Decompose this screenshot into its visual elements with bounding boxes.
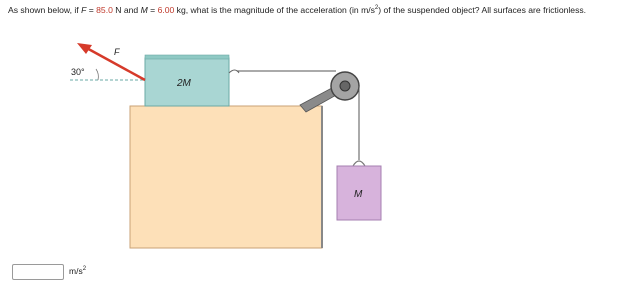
angle-label: 30° — [71, 67, 85, 77]
answer-input[interactable] — [12, 264, 64, 280]
answer-unit — [69, 266, 86, 276]
m-value: 6.00 — [157, 5, 175, 15]
unit-exponent: 2 — [82, 266, 87, 273]
hanging-block-label: M — [354, 189, 363, 200]
q-exponent: 2 — [374, 5, 379, 12]
q-eq1: = — [86, 5, 97, 15]
hanging-hook — [353, 161, 365, 166]
f-symbol: F — [81, 5, 87, 15]
table — [130, 106, 322, 248]
q-part4: ) of the suspended object? All surfaces are frictionless. — [378, 5, 587, 15]
angle-arc — [96, 69, 98, 80]
block-2m-label: 2M — [177, 78, 191, 89]
q-part3: kg, what is the magnitude of the acceleration (in m/s — [174, 5, 375, 15]
force-label: F — [114, 47, 120, 57]
f-value: 85.0 — [96, 5, 113, 15]
pulley-hub — [340, 81, 350, 91]
q-part1: As shown below, if — [8, 5, 82, 15]
m-symbol: M — [140, 5, 148, 15]
block-2m-top — [145, 55, 229, 59]
unit-text: m/s — [69, 266, 83, 276]
q-part2: N and — [112, 5, 141, 15]
q-eq2: = — [147, 5, 158, 15]
